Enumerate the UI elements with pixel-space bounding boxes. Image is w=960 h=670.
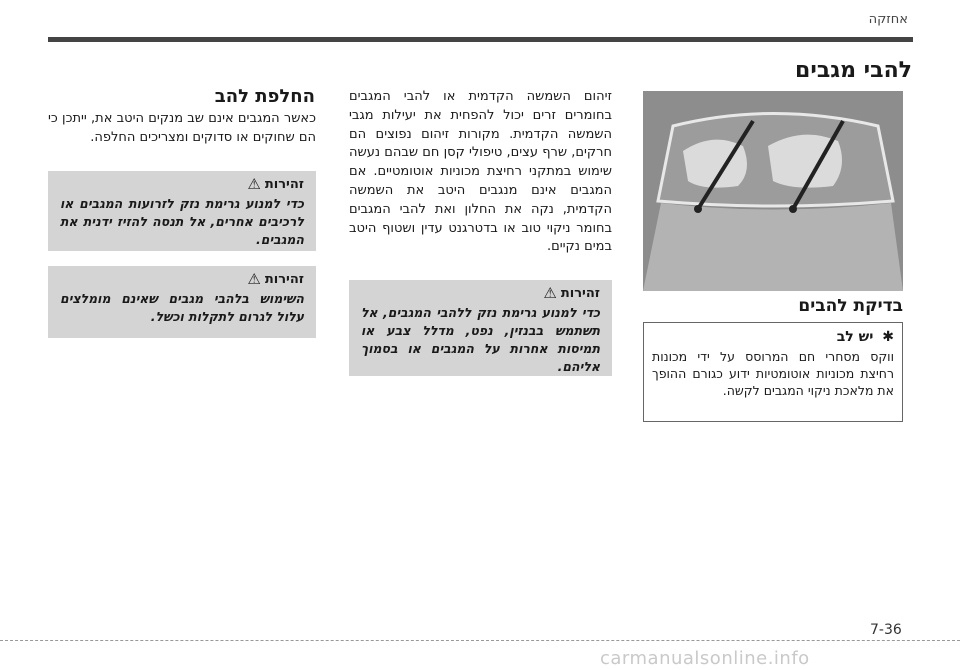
warning-triangle-icon: ⚠	[247, 270, 261, 288]
warning-box-solvents	[349, 280, 612, 376]
warning-heading	[60, 177, 304, 192]
warning-heading	[60, 272, 304, 287]
figure-caption: בדיקת להבים	[798, 296, 903, 316]
asterisk-icon: ✱	[882, 329, 894, 345]
top-rule	[48, 37, 913, 42]
warning-title: זהירות	[560, 286, 600, 301]
windshield-wiper-illustration	[643, 91, 903, 291]
blade-replacement-heading: החלפת להב	[214, 86, 315, 107]
warning-heading	[361, 286, 600, 301]
note-heading	[652, 329, 894, 345]
blade-replacement-paragraph: כאשר המגבים אינם שב מנקים היטב את, ייתכן כי הם שחוקים או סדוקים ומצריכים החלפה.	[48, 111, 316, 145]
watermark: carmanualsonline.info	[600, 648, 810, 669]
footer-divider	[0, 640, 960, 641]
warning-title: זהירות	[264, 272, 304, 287]
note-title: יש לב	[836, 329, 874, 345]
warning-text: כדי למנוע גרימת נזק לזרועות המגבים או לרכיבים אחרים, אל תנסה להזיז ידנית את המגבים.	[60, 196, 304, 247]
warning-text: כדי למנוע גרימת נזק ללהבי המגבים, אל תשתמש בבנזין, נפט, מדלל צבע או תמיסות אחרות על המגבים או בסמוך אליהם.	[361, 305, 600, 374]
warning-box-arms	[48, 171, 316, 251]
note-text: ווקס מסחרי חם המרוסס על ידי מכונות רחיצת מכוניות אוטומטיות ידוע כגורם ההופך את מלאכת ניקוי המגבים לקשה.	[652, 349, 894, 398]
warning-text: השימוש בלהבי מגבים שאינם מומלצים עלול לגרום לתקלות וכשל.	[60, 291, 304, 324]
warning-triangle-icon: ⚠	[247, 175, 261, 193]
warning-triangle-icon: ⚠	[543, 284, 557, 302]
page-number: 7-36	[870, 622, 902, 638]
windshield-drawing	[643, 91, 903, 291]
warning-box-blades	[48, 266, 316, 338]
note-box	[643, 322, 903, 422]
section-title: להבי מגבים	[795, 58, 912, 83]
wiper-cleaning-paragraph: זיהום השמשה הקדמית או להבי המגבים בחומרים זרים יכול להפחית את יעילות מגבי השמשה הקדמית. מקורות זיהום נפוצים הם חרקים, שרף עצים, טיפולי קסן חם שבהם נעשה שימוש במתקני רחיצת מכוניות אוטומטיים. אם המגבים אינם מנגבים היטב את השמשה הקדמית, נקה את החלון ואת להבי המגבים בחומר ניקוי טוב או בדטרגנט עדין ושטוף היטב במים נקיים.	[349, 89, 612, 255]
header-section-title: אחזקה	[868, 12, 908, 27]
warning-title: זהירות	[264, 177, 304, 192]
